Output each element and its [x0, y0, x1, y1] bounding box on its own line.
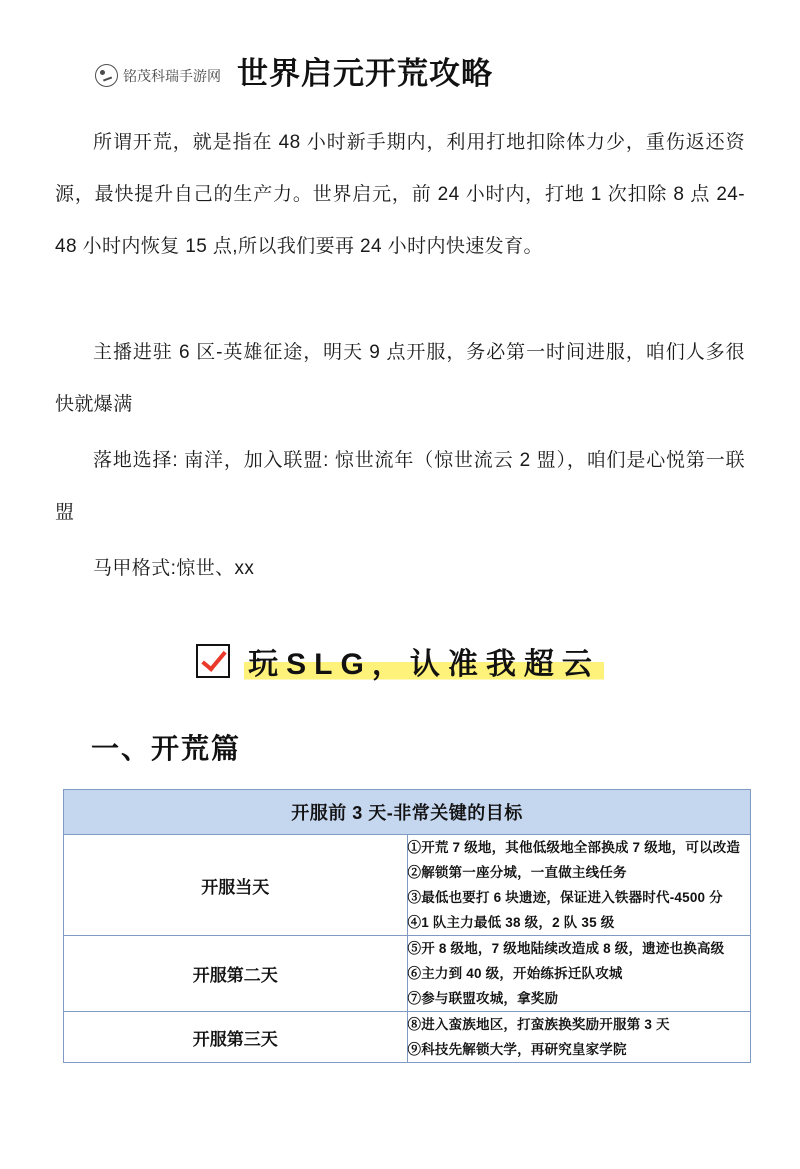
site-watermark [95, 64, 221, 87]
list-item: ⑤开 8 级地，7 级地陆续改造成 8 级，遗迹也换高级 [407, 941, 725, 956]
paragraph-server: 主播进驻 6 区-英雄征途，明天 9 点开服，务必第一时间进服，咱们人多很快就爆满 [55, 342, 745, 415]
list-item: ⑥主力到 40 级，开始练拆迁队攻城 [407, 966, 623, 981]
row-items [407, 936, 751, 1012]
list-item: ④1 队主力最低 38 级，2 队 35 级 [407, 915, 615, 930]
document-header [55, 0, 745, 93]
checkmark-icon [196, 644, 230, 678]
row-items [407, 835, 751, 936]
row-day-label: 开服第三天 [64, 1012, 408, 1063]
list-item: ①开荒 7 级地，其他低级地全部换成 7 级地，可以改造 [407, 840, 741, 855]
row-items [407, 1012, 751, 1063]
paragraph-name-format: 马甲格式:惊世、xx [93, 558, 255, 579]
section-heading: 一、开荒篇 [91, 733, 242, 764]
list-item: ⑨科技先解锁大学，再研究皇家学院 [407, 1042, 627, 1057]
table-row [64, 936, 751, 1012]
paragraph-intro: 所谓开荒，就是指在 48 小时新手期内，利用打地扣除体力少，重伤返还资源，最快提升自己的生产力。世界启元，前 24 小时内，打地 1 次扣除 8 点 24-48 小时内恢复 15 点,所以我们要再 24 小时内快速发育。 [55, 132, 745, 257]
paragraph-landing: 落地选择: 南洋，加入联盟: 惊世流年（惊世流云 2 盟），咱们是心悦第一联盟 [55, 450, 745, 523]
table-row [64, 1012, 751, 1063]
table-row [64, 835, 751, 936]
table-header-row [64, 790, 751, 835]
list-item: ②解锁第一座分城，一直做主线任务 [407, 865, 627, 880]
row-day-label: 开服当天 [64, 835, 408, 936]
list-item: ⑦参与联盟攻城，拿奖励 [407, 991, 559, 1006]
row-day-label: 开服第二天 [64, 936, 408, 1012]
page-title: 世界启元开荒攻略 [237, 56, 493, 91]
watermark-label: 铭茂科瑞手游网 [123, 67, 221, 84]
watermark-logo-icon [95, 64, 118, 87]
guide-table [63, 789, 751, 1063]
list-item: ③最低也要打 6 块遗迹，保证进入铁器时代-4500 分 [407, 890, 723, 905]
table-header-cell: 开服前 3 天-非常关键的目标 [64, 790, 751, 835]
slogan-banner [55, 639, 745, 683]
list-item: ⑧进入蛮族地区，打蛮族换奖励开服第 3 天 [407, 1017, 670, 1032]
slogan-text: 玩SLG，认准我超云 [244, 639, 604, 683]
